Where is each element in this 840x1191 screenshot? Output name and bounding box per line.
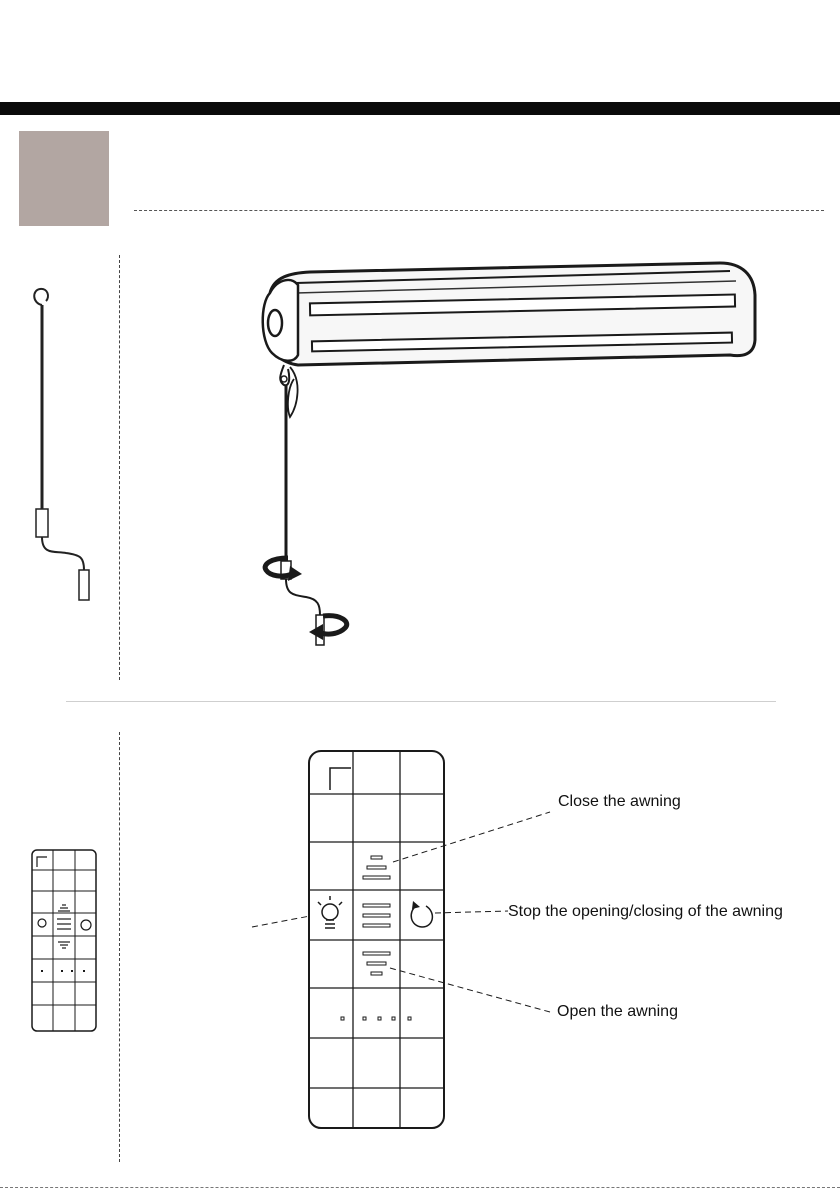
close-awning-label: Close the awning xyxy=(558,793,681,810)
open-awning-label: Open the awning xyxy=(557,1003,678,1020)
stop-awning-label: Stop the opening/closing of the awning xyxy=(508,903,783,920)
